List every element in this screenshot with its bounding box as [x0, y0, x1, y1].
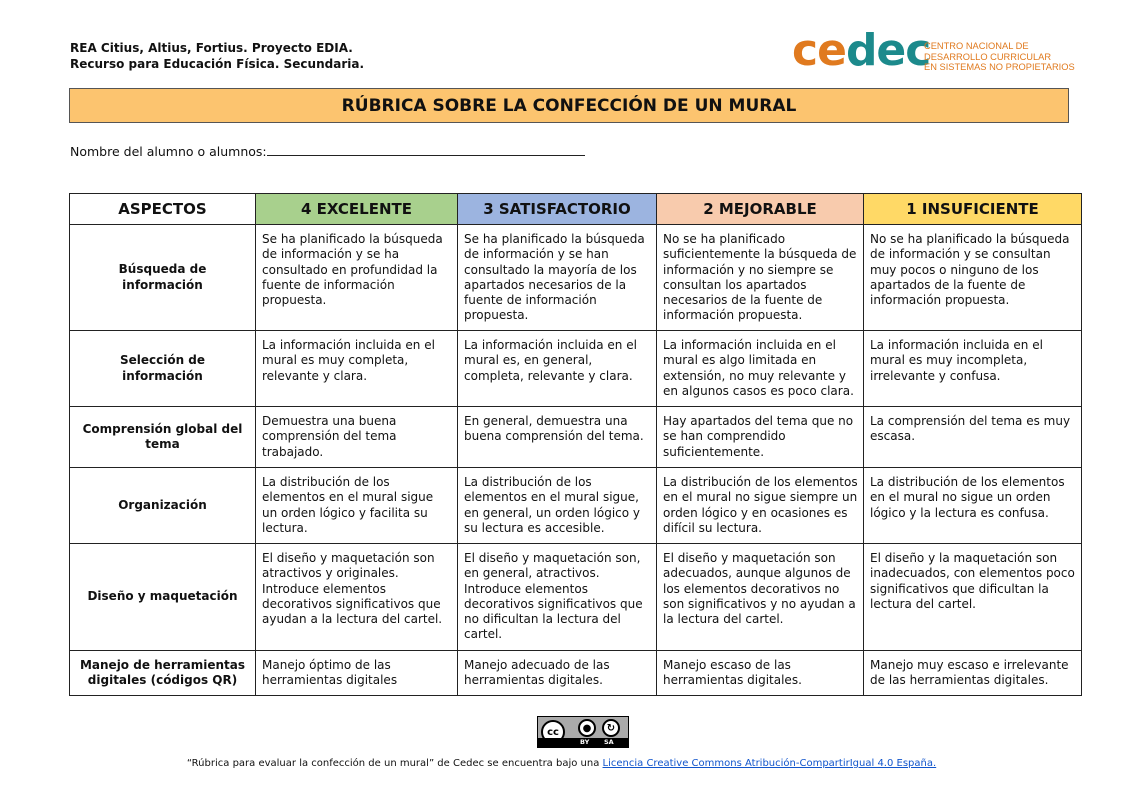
student-name-line [70, 143, 585, 159]
criterion-cell: El diseño y maquetación son, en general, atractivos. Introduce elementos decorativos significativos que no dificultan la lectura del cartel. [458, 544, 657, 651]
aspect-cell: Manejo de herramientas digitales (códigos QR) [70, 651, 256, 696]
aspect-cell: Diseño y maquetación [70, 544, 256, 651]
table-row [70, 544, 1082, 651]
header-insuficiente: 1 INSUFICIENTE [864, 194, 1082, 225]
table-row [70, 407, 1082, 468]
criterion-cell: Hay apartados del tema que no se han comprendido suficientemente. [657, 407, 864, 468]
logo-word-dec: dec [845, 25, 931, 76]
page-title: RÚBRICA SOBRE LA CONFECCIÓN DE UN MURAL [69, 88, 1069, 123]
header-line-resource: Recurso para Educación Física. Secundaria. [70, 57, 364, 71]
criterion-cell: Se ha planificado la búsqueda de información y se ha consultado en profundidad la fuente de información propuesta. [256, 225, 458, 331]
criterion-cell: Manejo muy escaso e irrelevante de las herramientas digitales. [864, 651, 1082, 696]
header-mejorable: 2 MEJORABLE [657, 194, 864, 225]
criterion-cell: Demuestra una buena comprensión del tema trabajado. [256, 407, 458, 468]
cedec-logo-subtitle [924, 41, 1075, 73]
criterion-cell: Manejo óptimo de las herramientas digitales [256, 651, 458, 696]
badge-by-label: BY [580, 738, 590, 746]
criterion-cell: Manejo adecuado de las herramientas digitales. [458, 651, 657, 696]
header-excelente: 4 EXCELENTE [256, 194, 458, 225]
table-row [70, 331, 1082, 407]
license-link[interactable]: Licencia Creative Commons Atribución-CompartirIgual 4.0 España. [602, 758, 937, 769]
criterion-cell: La información incluida en el mural es algo limitada en extensión, no muy relevante y en algunos casos es poco clara. [657, 331, 864, 407]
header-aspectos: ASPECTOS [70, 194, 256, 225]
logo-sub-line-2: DESARROLLO CURRICULAR [924, 51, 1052, 62]
footer-text: “Rúbrica para evaluar la confección de un mural” de Cedec se encuentra bajo una [186, 758, 603, 769]
criterion-cell: No se ha planificado suficientemente la búsqueda de información y no siempre se consultan los apartados necesarios de la fuente de información propuesta. [657, 225, 864, 331]
aspect-cell: Selección de información [70, 331, 256, 407]
criterion-cell: El diseño y maquetación son atractivos y originales. Introduce elementos decorativos significativos que ayudan a la lectura del cartel. [256, 544, 458, 651]
criterion-cell: La distribución de los elementos en el mural sigue un orden lógico y facilita su lectura. [256, 468, 458, 544]
criterion-cell: La distribución de los elementos en el mural no sigue siempre un orden lógico y en ocasiones es difícil su lectura. [657, 468, 864, 544]
criterion-cell: No se ha planificado la búsqueda de información y se consultan muy pocos o ninguno de los apartados de la fuente de información propuesta. [864, 225, 1082, 331]
student-name-label: Nombre del alumno o alumnos: [70, 144, 267, 159]
aspect-cell: Organización [70, 468, 256, 544]
cc-by-sa-badge [537, 716, 629, 748]
license-footer [0, 758, 1123, 769]
student-name-blank [267, 143, 585, 156]
rubric-header-row [70, 194, 1082, 225]
aspect-cell: Comprensión global del tema [70, 407, 256, 468]
document-header [70, 40, 364, 72]
criterion-cell: La distribución de los elementos en el mural no sigue un orden lógico y la lectura es confusa. [864, 468, 1082, 544]
criterion-cell: Se ha planificado la búsqueda de información y se han consultado la mayoría de los apartados necesarios de la fuente de información propuesta. [458, 225, 657, 331]
criterion-cell: El diseño y la maquetación son inadecuados, con elementos poco significativos que dificultan la lectura del cartel. [864, 544, 1082, 651]
share-alike-icon: ↻ [602, 719, 620, 737]
logo-sub-line-3: EN SISTEMAS NO PROPIETARIOS [924, 62, 1075, 72]
badge-sa-label: SA [604, 738, 614, 746]
cedec-logo-word [792, 26, 930, 76]
criterion-cell: La distribución de los elementos en el mural sigue, en general, un orden lógico y su lectura es accesible. [458, 468, 657, 544]
badge-bar [538, 738, 628, 747]
criterion-cell: En general, demuestra una buena comprensión del tema. [458, 407, 657, 468]
table-row [70, 468, 1082, 544]
criterion-cell: Manejo escaso de las herramientas digitales. [657, 651, 864, 696]
header-satisfactorio: 3 SATISFACTORIO [458, 194, 657, 225]
table-row [70, 225, 1082, 331]
criterion-cell: El diseño y maquetación son adecuados, aunque algunos de los elementos decorativos no son significativos y no ayudan a la lectura del cartel. [657, 544, 864, 651]
criterion-cell: La información incluida en el mural es, en general, completa, relevante y clara. [458, 331, 657, 407]
table-row [70, 651, 1082, 696]
criterion-cell: La información incluida en el mural es muy completa, relevante y clara. [256, 331, 458, 407]
criterion-cell: La información incluida en el mural es muy incompleta, irrelevante y confusa. [864, 331, 1082, 407]
rubric-table [69, 193, 1082, 696]
attribution-icon: ● [578, 719, 596, 737]
header-line-project: REA Citius, Altius, Fortius. Proyecto EDIA. [70, 41, 353, 55]
criterion-cell: La comprensión del tema es muy escasa. [864, 407, 1082, 468]
cc-icon-text: cc [547, 726, 559, 738]
aspect-cell: Búsqueda de información [70, 225, 256, 331]
logo-sub-line-1: CENTRO NACIONAL DE [924, 41, 1029, 51]
logo-word-ce: ce [792, 25, 846, 76]
